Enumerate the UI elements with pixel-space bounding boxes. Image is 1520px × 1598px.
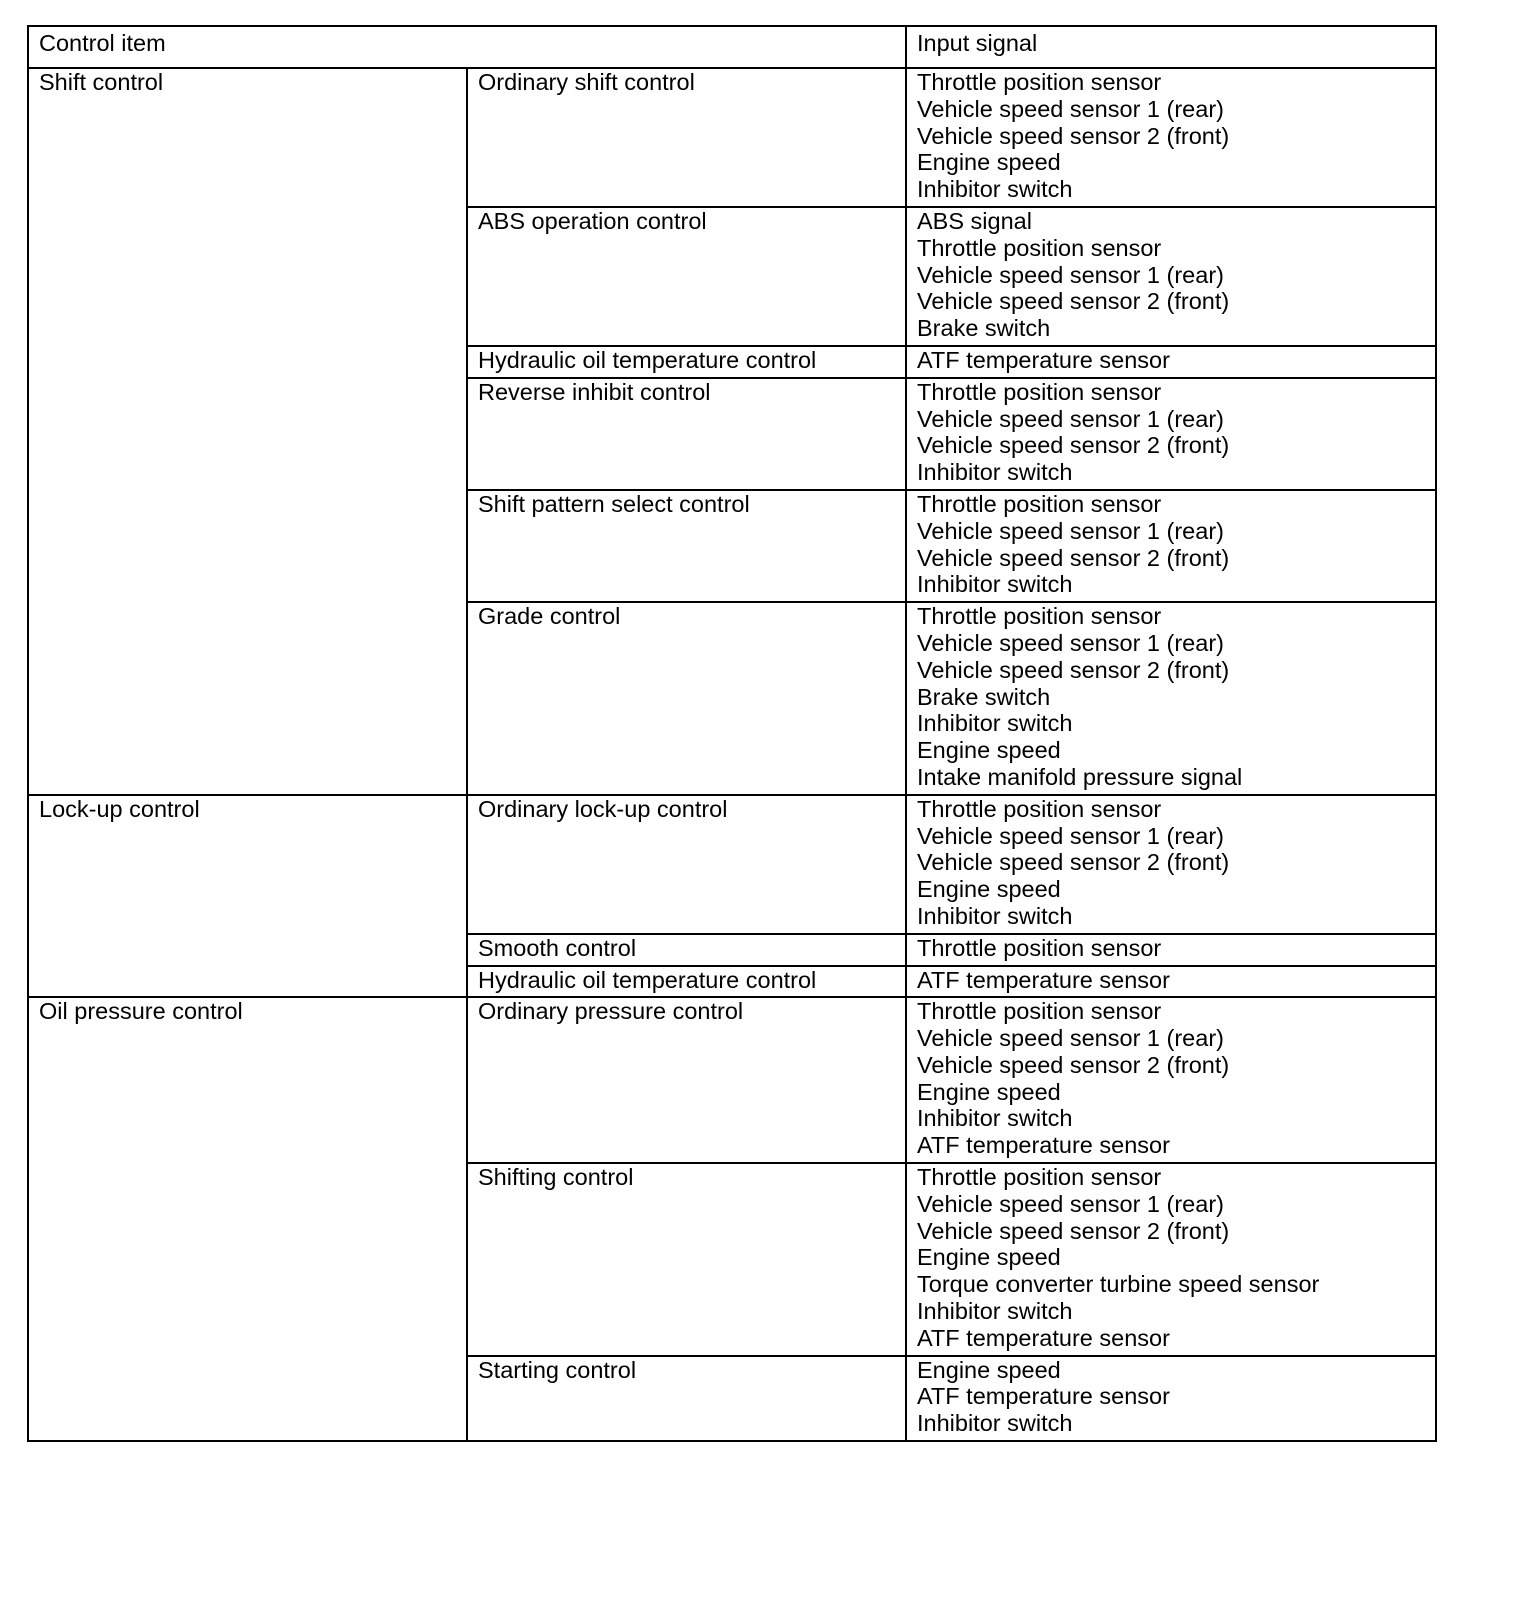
input-signal-item: Throttle position sensor bbox=[917, 603, 1162, 630]
input-signal-item: Inhibitor switch bbox=[917, 1105, 1073, 1132]
input-signal-item: Engine speed bbox=[917, 1356, 1061, 1383]
control-item-cell: Starting control bbox=[467, 1356, 906, 1441]
input-signal-item: ATF temperature sensor bbox=[917, 1324, 1170, 1351]
header-control-item: Control item bbox=[28, 26, 906, 68]
input-signal-cell bbox=[906, 997, 1436, 1163]
input-signal-item: Throttle position sensor bbox=[917, 234, 1162, 261]
input-signal-item: ATF temperature sensor bbox=[917, 1383, 1170, 1410]
input-signal-item: Inhibitor switch bbox=[917, 1298, 1073, 1325]
header-row bbox=[28, 26, 1436, 68]
input-signal-cell bbox=[906, 795, 1436, 934]
input-signal-item: Engine speed bbox=[917, 149, 1061, 176]
control-item-cell: Ordinary lock-up control bbox=[467, 795, 906, 934]
input-signal-cell bbox=[906, 490, 1436, 602]
header-input-signal: Input signal bbox=[906, 26, 1436, 68]
input-signal-item: Vehicle speed sensor 1 (rear) bbox=[917, 1025, 1224, 1052]
input-signal-item: ATF temperature sensor bbox=[917, 966, 1170, 993]
control-input-table bbox=[27, 25, 1437, 1442]
control-item-cell: Hydraulic oil temperature control bbox=[467, 966, 906, 998]
input-signal-cell bbox=[906, 1356, 1436, 1441]
input-signal-item: Vehicle speed sensor 2 (front) bbox=[917, 122, 1230, 149]
input-signal-item: Inhibitor switch bbox=[917, 902, 1073, 929]
table-row bbox=[28, 795, 1436, 934]
input-signal-item: Brake switch bbox=[917, 315, 1051, 342]
input-signal-item: Throttle position sensor bbox=[917, 998, 1162, 1025]
input-signal-item: Vehicle speed sensor 1 (rear) bbox=[917, 517, 1224, 544]
input-signal-item: Vehicle speed sensor 1 (rear) bbox=[917, 95, 1224, 122]
control-item-cell: Shifting control bbox=[467, 1163, 906, 1356]
input-signal-item: Torque converter turbine speed sensor bbox=[917, 1271, 1320, 1298]
control-item-cell: Ordinary pressure control bbox=[467, 997, 906, 1163]
input-signal-item: Throttle position sensor bbox=[917, 378, 1162, 405]
input-signal-item: Vehicle speed sensor 2 (front) bbox=[917, 544, 1230, 571]
input-signal-item: Throttle position sensor bbox=[917, 69, 1162, 95]
input-signal-cell bbox=[906, 602, 1436, 795]
control-item-cell: Hydraulic oil temperature control bbox=[467, 346, 906, 378]
control-group-cell: Oil pressure control bbox=[28, 997, 467, 1441]
table-row bbox=[28, 997, 1436, 1163]
input-signal-item: Throttle position sensor bbox=[917, 795, 1162, 822]
control-item-cell: Shift pattern select control bbox=[467, 490, 906, 602]
input-signal-item: Engine speed bbox=[917, 1078, 1061, 1105]
input-signal-item: Inhibitor switch bbox=[917, 1410, 1073, 1437]
control-item-cell: Smooth control bbox=[467, 934, 906, 966]
input-signal-cell bbox=[906, 346, 1436, 378]
input-signal-item: Inhibitor switch bbox=[917, 459, 1073, 486]
control-item-cell: Reverse inhibit control bbox=[467, 378, 906, 490]
input-signal-item: Inhibitor switch bbox=[917, 710, 1073, 737]
input-signal-cell bbox=[906, 68, 1436, 207]
input-signal-cell bbox=[906, 378, 1436, 490]
input-signal-cell bbox=[906, 1163, 1436, 1356]
input-signal-item: Vehicle speed sensor 1 (rear) bbox=[917, 822, 1224, 849]
input-signal-item: Intake manifold pressure signal bbox=[917, 763, 1243, 790]
input-signal-item: Vehicle speed sensor 1 (rear) bbox=[917, 261, 1224, 288]
input-signal-item: Throttle position sensor bbox=[917, 934, 1162, 961]
input-signal-cell bbox=[906, 934, 1436, 966]
input-signal-item: Throttle position sensor bbox=[917, 490, 1162, 517]
control-group-cell: Lock-up control bbox=[28, 795, 467, 998]
input-signal-item: Engine speed bbox=[917, 1244, 1061, 1271]
input-signal-item: ABS signal bbox=[917, 207, 1032, 234]
input-signal-item: ATF temperature sensor bbox=[917, 346, 1170, 373]
input-signal-item: Vehicle speed sensor 2 (front) bbox=[917, 1217, 1230, 1244]
input-signal-item: Engine speed bbox=[917, 737, 1061, 764]
input-signal-item: Brake switch bbox=[917, 683, 1051, 710]
input-signal-item: Vehicle speed sensor 1 (rear) bbox=[917, 629, 1224, 656]
input-signal-item: Vehicle speed sensor 2 (front) bbox=[917, 1051, 1230, 1078]
input-signal-item: Inhibitor switch bbox=[917, 571, 1073, 598]
input-signal-item: Throttle position sensor bbox=[917, 1164, 1162, 1191]
input-signal-item: Engine speed bbox=[917, 876, 1061, 903]
input-signal-cell bbox=[906, 966, 1436, 998]
input-signal-item: Inhibitor switch bbox=[917, 176, 1073, 203]
input-signal-cell bbox=[906, 207, 1436, 346]
table-row bbox=[28, 68, 1436, 207]
input-signal-item: Vehicle speed sensor 2 (front) bbox=[917, 656, 1230, 683]
input-signal-item: ATF temperature sensor bbox=[917, 1132, 1170, 1159]
control-item-cell: Ordinary shift control bbox=[467, 68, 906, 207]
control-item-cell: Grade control bbox=[467, 602, 906, 795]
input-signal-item: Vehicle speed sensor 2 (front) bbox=[917, 288, 1230, 315]
input-signal-item: Vehicle speed sensor 2 (front) bbox=[917, 432, 1230, 459]
control-item-cell: ABS operation control bbox=[467, 207, 906, 346]
control-group-cell: Shift control bbox=[28, 68, 467, 795]
input-signal-item: Vehicle speed sensor 1 (rear) bbox=[917, 1190, 1224, 1217]
input-signal-item: Vehicle speed sensor 2 (front) bbox=[917, 849, 1230, 876]
input-signal-item: Vehicle speed sensor 1 (rear) bbox=[917, 405, 1224, 432]
